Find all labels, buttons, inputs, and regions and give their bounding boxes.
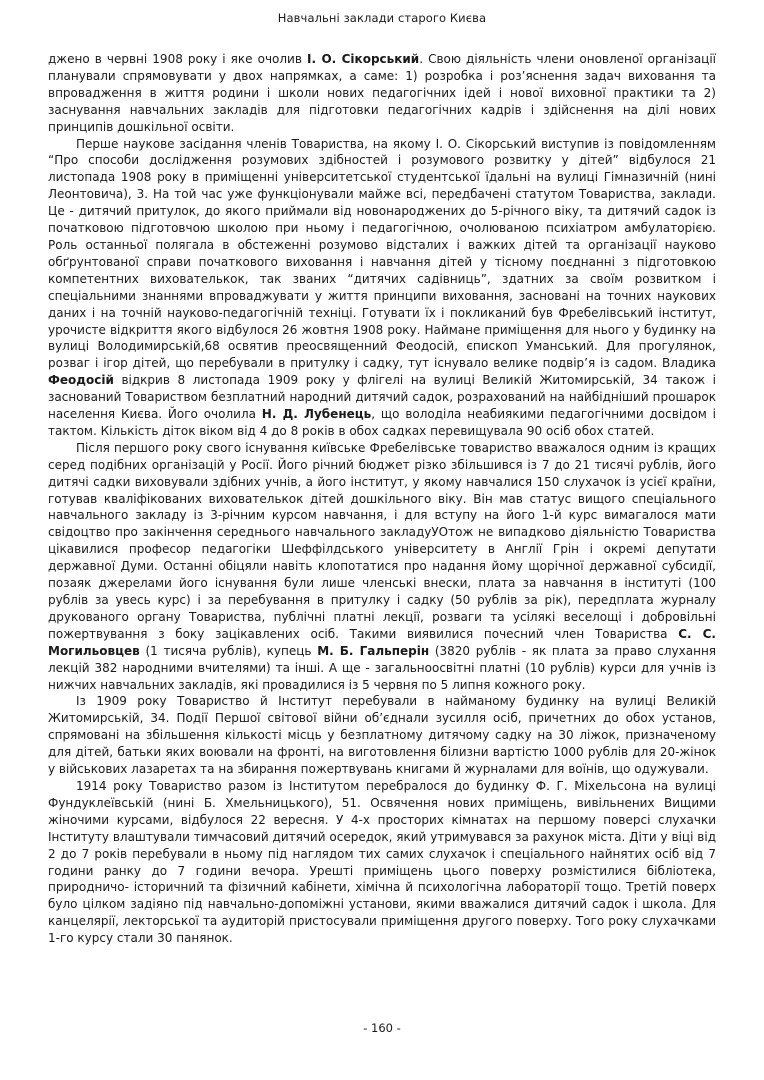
name-halperin: М. Б. Гальперін bbox=[317, 643, 430, 658]
name-lubenets: Н. Д. Лубенець bbox=[261, 407, 372, 422]
paragraph-1-text: джено в червні 1908 року і яке очолив bbox=[48, 52, 307, 66]
paragraph-5-text: 1914 року Товариство разом із Інститутом перебралося до будинку Ф. Г. Міхельсона на вулиці Фундуклеївській (нині Б. Хмельницького), 51. Освячення нових приміщень, вивільнених Вищими жіночими курсами, відбулося 22 вересня. У 4-х просторих кімнатах на першому поверсі слухачки Інституту влаштували тимчасовий дитячий осередок, який утримувався за рахунок міста. Діти у віці від 2 до 7 років перебували в ньому під наглядом тих самих слухачок і спеціального найнятих осіб від 7 години ранку до 7 години вечора. Урешті приміщень цього поверху розмістилися бібліотека, природничо- історичний та фізичний кабінети, хімічна й психологічна лабораторії тощо. Третій поверх було цілком задіяно під навчально-допоміжні установи, якими вважалися дитячий садок і школа. Для канцелярії, лекторської та аудиторій пристосували приміщення другого поверху. Того року слухачками 1-го курсу стали 30 панянок. bbox=[48, 778, 716, 946]
paragraph-2-text-2: відкрив 8 листопада 1909 року у флігелі на вулиці Великій Житомирській, 34 також і заснований Товариством безплатний народний дитячий садок, розрахований на найбідніший прошарок населення Києва. Його очолила bbox=[48, 373, 716, 422]
paragraph-4-text: Із 1909 року Товариство й Інститут перебували в найманому будинку на вулиці Великій Житомирській, 34. Події Першої світової війни об’єднали зусилля осіб, причетних до обох установ, спрямовані на збільшення кількості місць у безплатному дитячому садку на 30 ліжок, призначеному для дітей, батьки яких воювали на фронті, на виготовлення білизни вартістю 1000 рублів для 20-жінок у військових лазаретах та на збирання пожертвувань книгами й журналами для воїнів, що одужували. bbox=[48, 694, 716, 777]
document-page bbox=[48, 0, 716, 1080]
paragraph-1-text-2: . Свою діяльність члени оновленої організації планували спрямовувати у двох напрямках, а саме: 1) розробка і роз’яснення задач виховання та впровадження в життя родини і школи нових педагогічних ідей і нової виховної практики та 2) заснування навчальних закладів для підготовки педагогічних кадрів і здійснення на ділі нових принципів дошкільної освіти. bbox=[48, 52, 717, 134]
paragraph-4 bbox=[48, 693, 716, 778]
name-sikorsky: І. О. Сікорський bbox=[306, 52, 420, 66]
body-text bbox=[48, 51, 716, 947]
paragraph-5 bbox=[48, 778, 716, 947]
name-feodosiy: Феодосій bbox=[48, 373, 114, 388]
paragraph-2-text: Перше наукове засідання членів Товариства, на якому І. О. Сікорський виступив із повідомленням “Про способи дослідження розумових здібностей і розумового розвитку у дітей” відбулося 21 листопада 1908 року в приміщенні університетської студентської їдальні на вулиці Гімназичній (нині Леонтовича), 3. На той час уже функціонували майже всі, передбачені статутом Товариства, заклади. Це - дитячий притулок, до якого приймали від новонароджених до 5-річного віку, та дитячий садок із початковою підготовчою школою при ньому і педагогічною, очолюваною психіатром амбулаторією. Роль останньої полягала в обстеженні розумово відсталих і важких дітей та організації науково обґрунтованої справи початкового виховання і навчання дітей у тісному поєднанні з підготовкою компетентних вихователькок, так званих “дитячих садівниць”, здатних за своїм розвитком і спеціальними знаннями впроваджувати у життя принципи виховання, засновані на точних наукових даних і на точній науково-педагогічній техніці. Готувати їх і покликаний був Фребелівський інститут, урочисте відкриття якого відбулося 26 жовтня 1908 року. Наймане приміщення для нього у будинку на вулиці Володимирській,68 освятив преосвященний Феодосій, єпископ Уманський. Для прогулянок, розваг і ігор дітей, що перебували в притулку і садку, тут існувало велике подвір’я із садом. Владика bbox=[48, 136, 716, 371]
running-title: Навчальні заклади старого Києва bbox=[277, 11, 487, 25]
paragraph-3 bbox=[48, 440, 716, 694]
paragraph-3-text-2: (1 тисяча рублів), купець bbox=[139, 643, 318, 658]
paragraph-2-text-3: , що володіла неабиякими педагогічними досвідом і тактом. Кількість діток віком від 4 до 8 років в обох садках перевищувала 90 осіб обох статей. bbox=[48, 407, 716, 438]
paragraph-3-text-3: (3820 рублів - як плата за право слухання лекцій 382 народними вчителями) та інші. А ще - загальноосвітні платні (10 рублів) курси для учнів із нижчих навчальних закладів, які провадилися із 5 червня по 5 липня кожного року. bbox=[48, 643, 717, 692]
paragraph-3-text: Після першого року свого існування київське Фребелівське товариство вважалося одним із кращих серед подібних організацій у Росії. Його річний бюджет різко збільшився із 7 до 21 тисячі рублів, його дитячі садки виховували здібних учнів, а його інститут, у якому навчалися 150 слухачок із усієї країни, готував кваліфікованих вихователькок дітей дошкільного віку. Він мав статус вищого спеціального навчального закладу із 3-річним курсом навчання, і для вступу на його 1-й курс вимагалося мати свідоцтво про закінчення середнього навчального закладуУОтож не випадково діяльністю Товариства цікавилися професор педагогіки Шеффілдського університету в Англії Грін і окремі депутати державної Думи. Останні обіцяли навіть клопотатися про надання йому щорічної державної субсидії, позаяк джерелами його існування були лише членські внески, плата за навчання в інституті (100 рублів за увесь курс) і за перебування в притулку і садку (50 рублів за рік), передплата журналу друкованого органу Товариства, публічні платні лекції, розваги та усілякі веселощі і добровільні пожертвування з боку зацікавлених осіб. Такими виявилися почесний член Товариства bbox=[48, 440, 716, 641]
name-mohylovtsev: С. С. Могильовцев bbox=[48, 626, 716, 658]
paragraph-1 bbox=[48, 51, 716, 136]
paragraph-2 bbox=[48, 136, 716, 440]
page-number: - 160 - bbox=[363, 1021, 401, 1035]
